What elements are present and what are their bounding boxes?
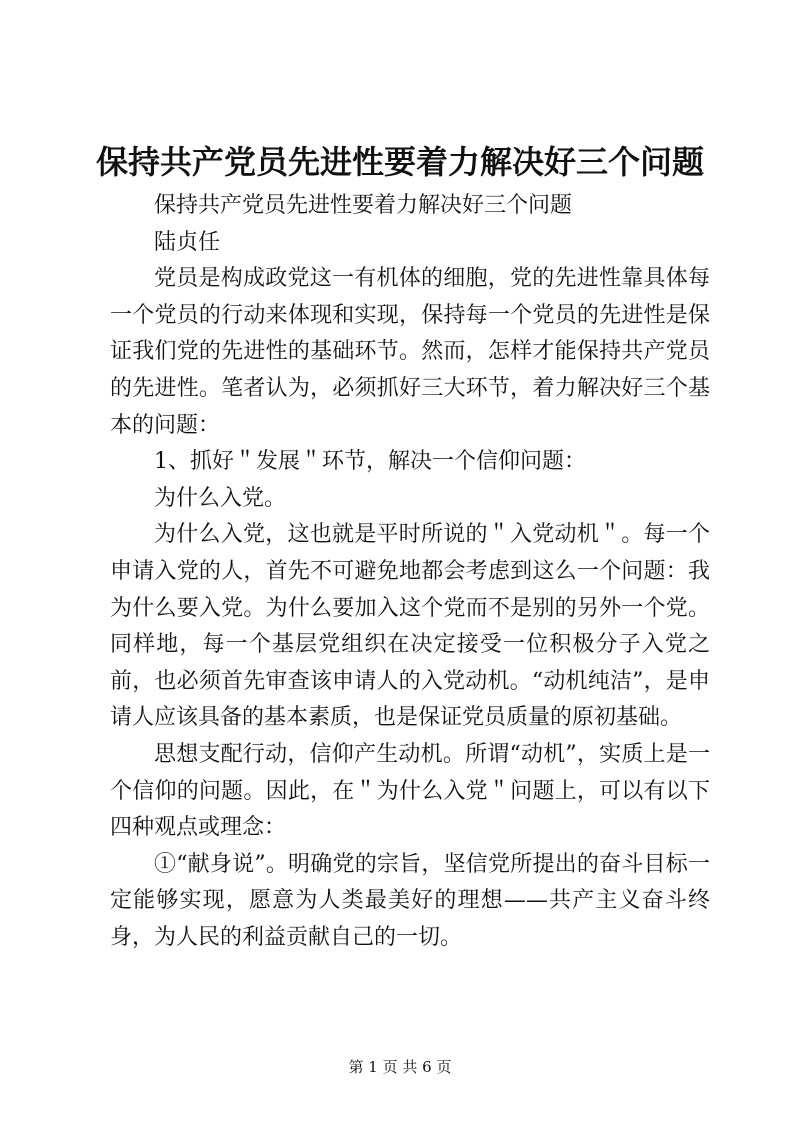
paragraph: 为什么入党，这也就是平时所说的＂入党动机＂。每一个申请入党的人，首先不可避免地都会考虑到这么一个问题：我为什么要入党。为什么要加入这个党而不是别的另外一个党。同样地，每一个基层党组织在决定接受一位积极分子入党之前，也必须首先审查该申请人的入党动机。“动机纯洁”，是申请人应该具备的基本素质，也是保证党员质量的原初基础。 (110, 522, 710, 731)
document-title: 保持共产党员先进性要着力解决好三个问题 (95, 143, 704, 181)
document-body (110, 188, 710, 956)
paragraph-section-heading: 1、抓好＂发展＂环节，解决一个信仰问题： (154, 449, 586, 475)
paragraph: 党员是构成政党这一有机体的细胞，党的先进性靠具体每一个党员的行动来体现和实现，保持每一个党员的先进性是保证我们党的先进性的基础环节。然而，怎样才能保持共产党员的先进性。笔者认为，必须抓好三大环节，着力解决好三个基本的问题： (110, 266, 710, 438)
paragraph: ①“献身说”。明确党的宗旨，坚信党所提出的奋斗目标一定能够实现，愿意为人类最美好的理想——共产主义奋斗终身，为人民的利益贡献自己的一切。 (110, 851, 710, 950)
page-footer: 第 1 页 共 6 页 (348, 1058, 452, 1076)
paragraph-author: 陆贞任 (154, 229, 221, 255)
paragraph: 为什么入党。 (154, 485, 287, 511)
paragraph: 思想支配行动，信仰产生动机。所谓“动机”，实质上是一个信仰的问题。因此，在＂为什么入党＂问题上，可以有以下四种观点或理念： (110, 741, 710, 841)
paragraph-subtitle: 保持共产党员先进性要着力解决好三个问题 (154, 193, 573, 218)
